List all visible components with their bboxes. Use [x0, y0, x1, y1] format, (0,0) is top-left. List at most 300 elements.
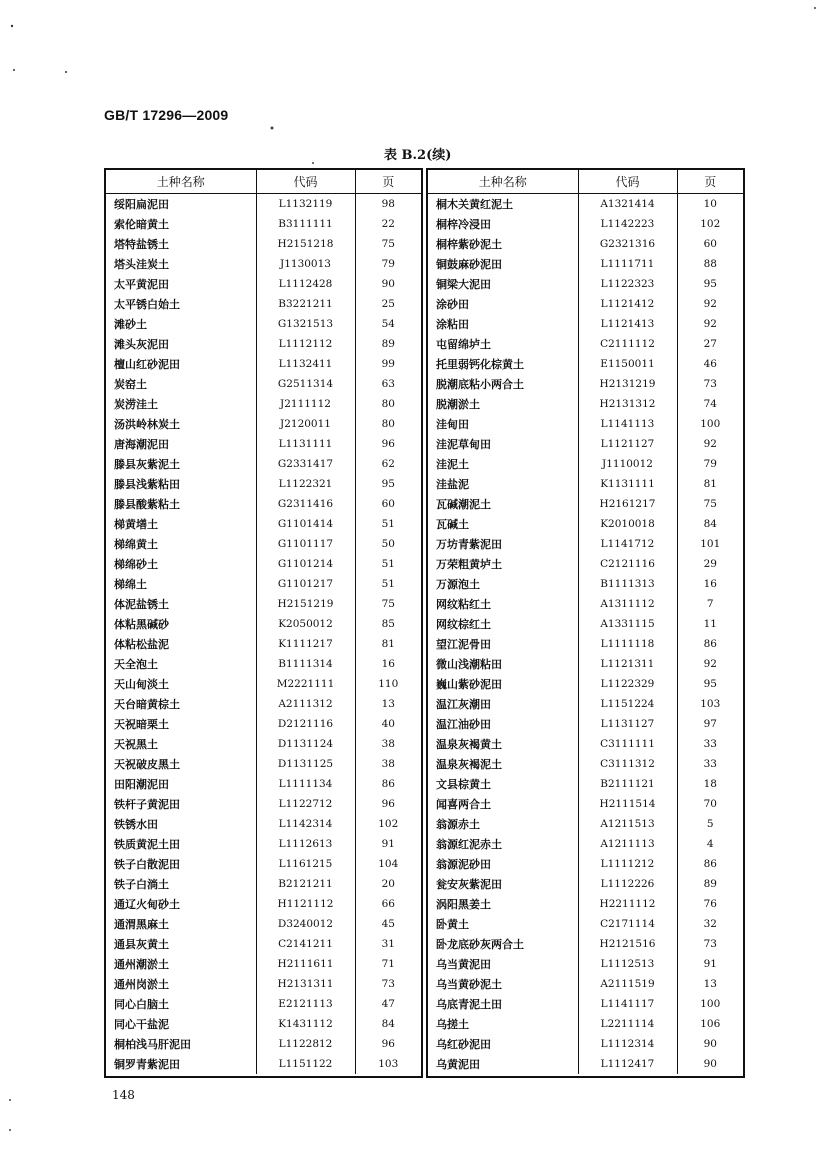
soil-name-cell: 翁源赤土	[428, 814, 578, 834]
code-cell: C2121116	[578, 554, 677, 574]
code-cell: L1121413	[578, 314, 677, 334]
table-row	[106, 534, 421, 554]
table-row	[428, 574, 743, 594]
page-cell: 51	[381, 558, 395, 570]
soil-name-cell: 万荣粗黄垆土	[428, 554, 578, 574]
code-cell: L1141712	[578, 534, 677, 554]
code-cell: L1111711	[578, 254, 677, 274]
soil-name-cell: 瓦碱土	[428, 514, 578, 534]
soil-name-cell: 通州岗淤土	[106, 974, 256, 994]
page-cell: 4	[706, 838, 714, 850]
table-row	[106, 294, 421, 314]
soil-name-cell: 通渭黑麻土	[106, 914, 256, 934]
code-cell: L1121412	[578, 294, 677, 314]
soil-name-cell: 桐梓冷浸田	[428, 214, 578, 234]
table-row	[106, 794, 421, 814]
page-cell: 86	[703, 858, 717, 870]
page-cell: 73	[381, 978, 395, 990]
soil-name-cell: 万坊青紫泥田	[428, 534, 578, 554]
table-row	[428, 674, 743, 694]
code-cell: L1111212	[578, 854, 677, 874]
page-cell: 80	[381, 398, 395, 410]
page-cell: 73	[703, 378, 717, 390]
code-cell: L1112226	[578, 874, 677, 894]
table-row	[106, 634, 421, 654]
table-row	[428, 774, 743, 794]
soil-name-cell: 梯绵土	[106, 574, 256, 594]
soil-name-cell: 塔特盐锈土	[106, 234, 256, 254]
table-row	[106, 354, 421, 374]
page-cell: 86	[381, 778, 395, 790]
page-cell: 54	[381, 318, 395, 330]
page-number: 148	[112, 1088, 135, 1102]
soil-name-cell: 铁子白散泥田	[106, 854, 256, 874]
table-row	[428, 934, 743, 954]
page-cell: 75	[381, 238, 395, 250]
code-cell: C3111312	[578, 754, 677, 774]
standard-code: GB/T 17296—2009	[104, 107, 229, 123]
code-cell: H2151219	[256, 594, 355, 614]
soil-name-cell: 万源泡土	[428, 574, 578, 594]
page-cell: 95	[381, 478, 395, 490]
table-row	[106, 594, 421, 614]
page-cell: 74	[703, 398, 717, 410]
page-cell: 95	[703, 678, 717, 690]
code-cell: L1122321	[256, 474, 355, 494]
code-cell: H2131312	[578, 394, 677, 414]
soil-name-cell: 铁子白淌土	[106, 874, 256, 894]
table-row	[106, 214, 421, 234]
soil-name-cell: 通县灰黄土	[106, 934, 256, 954]
page-cell: 92	[703, 438, 717, 450]
table-row	[106, 614, 421, 634]
soil-name-cell: 托里弱钙化棕黄土	[428, 354, 578, 374]
code-cell: A1311112	[578, 594, 677, 614]
code-cell: L1112314	[578, 1034, 677, 1054]
table-row	[106, 494, 421, 514]
page-cell: 16	[381, 658, 395, 670]
code-cell: B2111121	[578, 774, 677, 794]
page-cell: 79	[703, 458, 717, 470]
code-cell: C2111112	[578, 334, 677, 354]
soil-name-cell: 瓦碱潮泥土	[428, 494, 578, 514]
soil-name-cell: 脱潮淤土	[428, 394, 578, 414]
page-cell: 103	[700, 698, 721, 710]
code-cell: L1142314	[256, 814, 355, 834]
code-cell: H2111514	[578, 794, 677, 814]
table-row	[428, 854, 743, 874]
soil-name-cell: 望江泥骨田	[428, 634, 578, 654]
table-row	[106, 654, 421, 674]
page-cell: 85	[381, 618, 395, 630]
soil-name-cell: 涂粘田	[428, 314, 578, 334]
page-cell: 98	[381, 198, 395, 210]
code-cell: L1141117	[578, 994, 677, 1014]
code-cell: B1111314	[256, 654, 355, 674]
table-row	[428, 354, 743, 374]
table-row	[106, 434, 421, 454]
soil-name-cell: 檀山红砂泥田	[106, 354, 256, 374]
soil-name-cell: 温泉灰褐黄土	[428, 734, 578, 754]
code-cell: K1431112	[256, 1014, 355, 1034]
soil-name-cell: 滕县浅紫粘田	[106, 474, 256, 494]
page-cell: 106	[700, 1018, 721, 1030]
table-row	[106, 934, 421, 954]
page-cell: 38	[381, 758, 395, 770]
page-cell: 92	[703, 658, 717, 670]
code-cell: G2321316	[578, 234, 677, 254]
code-cell: G2311416	[256, 494, 355, 514]
code-cell: L1132411	[256, 354, 355, 374]
table-row	[428, 1034, 743, 1054]
code-cell: L1161215	[256, 854, 355, 874]
soil-name-cell: 绥阳扁泥田	[106, 194, 256, 215]
page-cell: 31	[381, 938, 395, 950]
column-header-page: 页	[677, 170, 743, 194]
table-row	[106, 994, 421, 1014]
table-row	[106, 874, 421, 894]
page-cell: 51	[381, 518, 395, 530]
code-cell: L1112613	[256, 834, 355, 854]
table-row	[106, 1014, 421, 1034]
soil-name-cell: 滕县酸紫粘土	[106, 494, 256, 514]
soil-name-cell: 滕县灰紫泥土	[106, 454, 256, 474]
soil-name-cell: 脱潮底粘小两合土	[428, 374, 578, 394]
code-cell: H2131311	[256, 974, 355, 994]
code-cell: L1131127	[578, 714, 677, 734]
code-cell: K2050012	[256, 614, 355, 634]
table-row	[428, 954, 743, 974]
table-row	[106, 574, 421, 594]
soil-name-cell: 文县棕黄土	[428, 774, 578, 794]
table-row	[428, 1054, 743, 1074]
soil-name-cell: 同心干盐泥	[106, 1014, 256, 1034]
code-cell: L1112513	[578, 954, 677, 974]
table-row	[428, 1014, 743, 1034]
table-row	[428, 514, 743, 534]
table-row	[428, 714, 743, 734]
table-row	[106, 1054, 421, 1074]
code-cell: A1211513	[578, 814, 677, 834]
table-row	[428, 634, 743, 654]
table-row	[428, 414, 743, 434]
page-cell: 13	[703, 978, 717, 990]
table-row	[428, 914, 743, 934]
table-row	[428, 874, 743, 894]
page-cell: 90	[703, 1038, 717, 1050]
soil-name-cell: 涂砂田	[428, 294, 578, 314]
table-row	[428, 694, 743, 714]
page-cell: 80	[381, 418, 395, 430]
table-row	[428, 814, 743, 834]
column-header-code: 代码	[256, 170, 355, 194]
code-cell: L1112417	[578, 1054, 677, 1074]
code-cell: L1112428	[256, 274, 355, 294]
table-row	[106, 514, 421, 534]
soil-name-cell: 微山浅潮粘田	[428, 654, 578, 674]
code-cell: L1151122	[256, 1054, 355, 1074]
table-row	[106, 714, 421, 734]
page-cell: 91	[381, 838, 395, 850]
code-cell: J2120011	[256, 414, 355, 434]
page-cell: 32	[703, 918, 717, 930]
code-cell: G1101414	[256, 514, 355, 534]
soil-name-cell: 铜鼓麻砂泥田	[428, 254, 578, 274]
soil-name-cell: 温泉灰褐泥土	[428, 754, 578, 774]
table-row	[428, 274, 743, 294]
code-cell: K1111217	[256, 634, 355, 654]
table-row	[428, 454, 743, 474]
code-cell: A2111312	[256, 694, 355, 714]
page-cell: 102	[700, 218, 721, 230]
code-cell: J1110012	[578, 454, 677, 474]
soil-name-cell: 桐梓紫砂泥土	[428, 234, 578, 254]
code-cell: C2141211	[256, 934, 355, 954]
table-row	[106, 674, 421, 694]
code-cell: A1211113	[578, 834, 677, 854]
code-cell: D2121116	[256, 714, 355, 734]
table-row	[428, 974, 743, 994]
soil-name-cell: 炭窑土	[106, 374, 256, 394]
soil-name-cell: 体泥盐锈土	[106, 594, 256, 614]
table-row	[428, 494, 743, 514]
soil-name-cell: 瓮安灰紫泥田	[428, 874, 578, 894]
table-row	[428, 294, 743, 314]
soil-name-cell: 翁源红泥赤土	[428, 834, 578, 854]
code-cell: L1141113	[578, 414, 677, 434]
table-row	[106, 894, 421, 914]
soil-name-cell: 炭涝洼土	[106, 394, 256, 414]
page-cell: 96	[381, 1038, 395, 1050]
table-row	[106, 694, 421, 714]
header-row	[428, 170, 743, 194]
code-cell: J2111112	[256, 394, 355, 414]
code-cell: L1151224	[578, 694, 677, 714]
table-row	[428, 254, 743, 274]
soil-name-cell: 乌当黄泥田	[428, 954, 578, 974]
page-cell: 71	[381, 958, 395, 970]
table-row	[428, 754, 743, 774]
soil-name-cell: 滩头灰泥田	[106, 334, 256, 354]
page-cell: 63	[381, 378, 395, 390]
soil-name-cell: 同心白脑土	[106, 994, 256, 1014]
page-cell: 27	[703, 338, 717, 350]
soil-name-cell: 温江油砂田	[428, 714, 578, 734]
code-cell: L1122712	[256, 794, 355, 814]
code-cell: L1111118	[578, 634, 677, 654]
code-cell: J1130013	[256, 254, 355, 274]
page-cell: 60	[381, 498, 395, 510]
page-cell: 104	[378, 858, 399, 870]
code-cell: B3111111	[256, 214, 355, 234]
soil-name-cell: 唐海潮泥田	[106, 434, 256, 454]
code-cell: G1321513	[256, 314, 355, 334]
page-cell: 86	[703, 638, 717, 650]
code-cell: C2171114	[578, 914, 677, 934]
table-row	[106, 954, 421, 974]
page-cell: 99	[381, 358, 395, 370]
soil-name-cell: 卧龙底砂灰两合土	[428, 934, 578, 954]
soil-name-cell: 太平黄泥田	[106, 274, 256, 294]
code-cell: L1122323	[578, 274, 677, 294]
page-cell: 75	[381, 598, 395, 610]
page-cell: 79	[381, 258, 395, 270]
soil-name-cell: 田阳潮泥田	[106, 774, 256, 794]
soil-name-cell: 天祝黑土	[106, 734, 256, 754]
code-cell: G1101214	[256, 554, 355, 574]
soil-name-cell: 桐木关黄红泥土	[428, 194, 578, 215]
code-cell: H2161217	[578, 494, 677, 514]
page-cell: 89	[381, 338, 395, 350]
code-cell: A2111519	[578, 974, 677, 994]
page-cell: 96	[381, 438, 395, 450]
soil-name-cell: 索伦暗黄土	[106, 214, 256, 234]
code-cell: H2121516	[578, 934, 677, 954]
page-cell: 25	[381, 298, 395, 310]
soil-name-cell: 桐柏浅马肝泥田	[106, 1034, 256, 1054]
soil-name-cell: 乌红砂泥田	[428, 1034, 578, 1054]
page-cell: 90	[703, 1058, 717, 1070]
soil-name-cell: 乌当黄砂泥土	[428, 974, 578, 994]
soil-name-cell: 天祝暗栗土	[106, 714, 256, 734]
code-cell: B3221211	[256, 294, 355, 314]
page-cell: 92	[703, 318, 717, 330]
table-row	[428, 994, 743, 1014]
table-row	[106, 194, 421, 215]
page-cell: 10	[703, 198, 717, 210]
table-row	[428, 594, 743, 614]
soil-name-cell: 闻喜两合土	[428, 794, 578, 814]
code-cell: L1122329	[578, 674, 677, 694]
soil-name-cell: 网纹棕红土	[428, 614, 578, 634]
soil-name-cell: 铜罗青紫泥田	[106, 1054, 256, 1074]
code-cell: L1112112	[256, 334, 355, 354]
code-cell: L1121311	[578, 654, 677, 674]
page-cell: 110	[378, 678, 399, 690]
table-row	[106, 554, 421, 574]
table-row	[106, 814, 421, 834]
table-row	[106, 334, 421, 354]
soil-name-cell: 滩砂土	[106, 314, 256, 334]
soil-name-cell: 梯绵砂土	[106, 554, 256, 574]
soil-name-cell: 天全泡土	[106, 654, 256, 674]
code-cell: H2131219	[578, 374, 677, 394]
table-row	[106, 254, 421, 274]
code-cell: L1132119	[256, 194, 355, 215]
table-row	[428, 534, 743, 554]
column-header-name: 土种名称	[106, 170, 256, 194]
page-cell: 66	[381, 898, 395, 910]
right-table-body	[428, 194, 743, 1075]
table-row	[106, 474, 421, 494]
page-cell: 51	[381, 578, 395, 590]
page-cell: 45	[381, 918, 395, 930]
page-cell: 50	[381, 538, 395, 550]
code-cell: H2111611	[256, 954, 355, 974]
page-cell: 38	[381, 738, 395, 750]
soil-name-cell: 天山甸淡土	[106, 674, 256, 694]
code-cell: L1121127	[578, 434, 677, 454]
code-cell: A1331115	[578, 614, 677, 634]
soil-name-cell: 铜梁大泥田	[428, 274, 578, 294]
soil-name-cell: 通州潮淤土	[106, 954, 256, 974]
table-row	[106, 854, 421, 874]
soil-name-cell: 卧黄土	[428, 914, 578, 934]
code-cell: H1121112	[256, 894, 355, 914]
page-cell: 100	[700, 998, 721, 1010]
soil-name-cell: 铁杆子黄泥田	[106, 794, 256, 814]
table-row	[106, 774, 421, 794]
page-cell: 75	[703, 498, 717, 510]
table-row	[428, 654, 743, 674]
page-cell: 92	[703, 298, 717, 310]
page-cell: 22	[381, 218, 395, 230]
soil-name-cell: 屯留绵垆土	[428, 334, 578, 354]
page-cell: 5	[706, 818, 714, 830]
table-row	[428, 794, 743, 814]
table-row	[428, 894, 743, 914]
table-row	[106, 394, 421, 414]
left-table-body	[106, 194, 421, 1075]
soil-name-cell: 铁锈水田	[106, 814, 256, 834]
soil-name-cell: 体粘黑碱砂	[106, 614, 256, 634]
table-row	[428, 314, 743, 334]
page-cell: 95	[703, 278, 717, 290]
table-row	[428, 474, 743, 494]
page-cell: 84	[381, 1018, 395, 1030]
page-cell: 13	[381, 698, 395, 710]
code-cell: G2511314	[256, 374, 355, 394]
code-cell: L2211114	[578, 1014, 677, 1034]
table-row	[428, 834, 743, 854]
table-row	[428, 734, 743, 754]
soil-name-cell: 塔头洼炭土	[106, 254, 256, 274]
page-cell: 88	[703, 258, 717, 270]
code-cell: D1131125	[256, 754, 355, 774]
page-cell: 101	[700, 538, 721, 550]
table-row	[428, 334, 743, 354]
code-cell: H2211112	[578, 894, 677, 914]
page-cell: 60	[703, 238, 717, 250]
soil-name-cell: 网纹粘红土	[428, 594, 578, 614]
page-cell: 11	[703, 618, 717, 630]
code-cell: K2010018	[578, 514, 677, 534]
page-cell: 16	[703, 578, 717, 590]
soil-name-cell: 温江灰潮田	[428, 694, 578, 714]
table-row	[106, 414, 421, 434]
code-cell: G1101117	[256, 534, 355, 554]
code-cell: L1122812	[256, 1034, 355, 1054]
page-cell: 100	[700, 418, 721, 430]
soil-name-cell: 涡阳黑姜土	[428, 894, 578, 914]
page-cell: 90	[381, 278, 395, 290]
table-row	[106, 734, 421, 754]
page-cell: 76	[703, 898, 717, 910]
code-cell: D1131124	[256, 734, 355, 754]
code-cell: E1150011	[578, 354, 677, 374]
column-header-page: 页	[355, 170, 421, 194]
table-row	[428, 214, 743, 234]
page-cell: 40	[381, 718, 395, 730]
page-cell: 91	[703, 958, 717, 970]
page-cell: 96	[381, 798, 395, 810]
page-cell: 18	[703, 778, 717, 790]
page-cell: 102	[378, 818, 399, 830]
soil-name-cell: 洼泥土	[428, 454, 578, 474]
page-cell: 97	[703, 718, 717, 730]
soil-name-cell: 洼泥草甸田	[428, 434, 578, 454]
code-cell: L1111134	[256, 774, 355, 794]
